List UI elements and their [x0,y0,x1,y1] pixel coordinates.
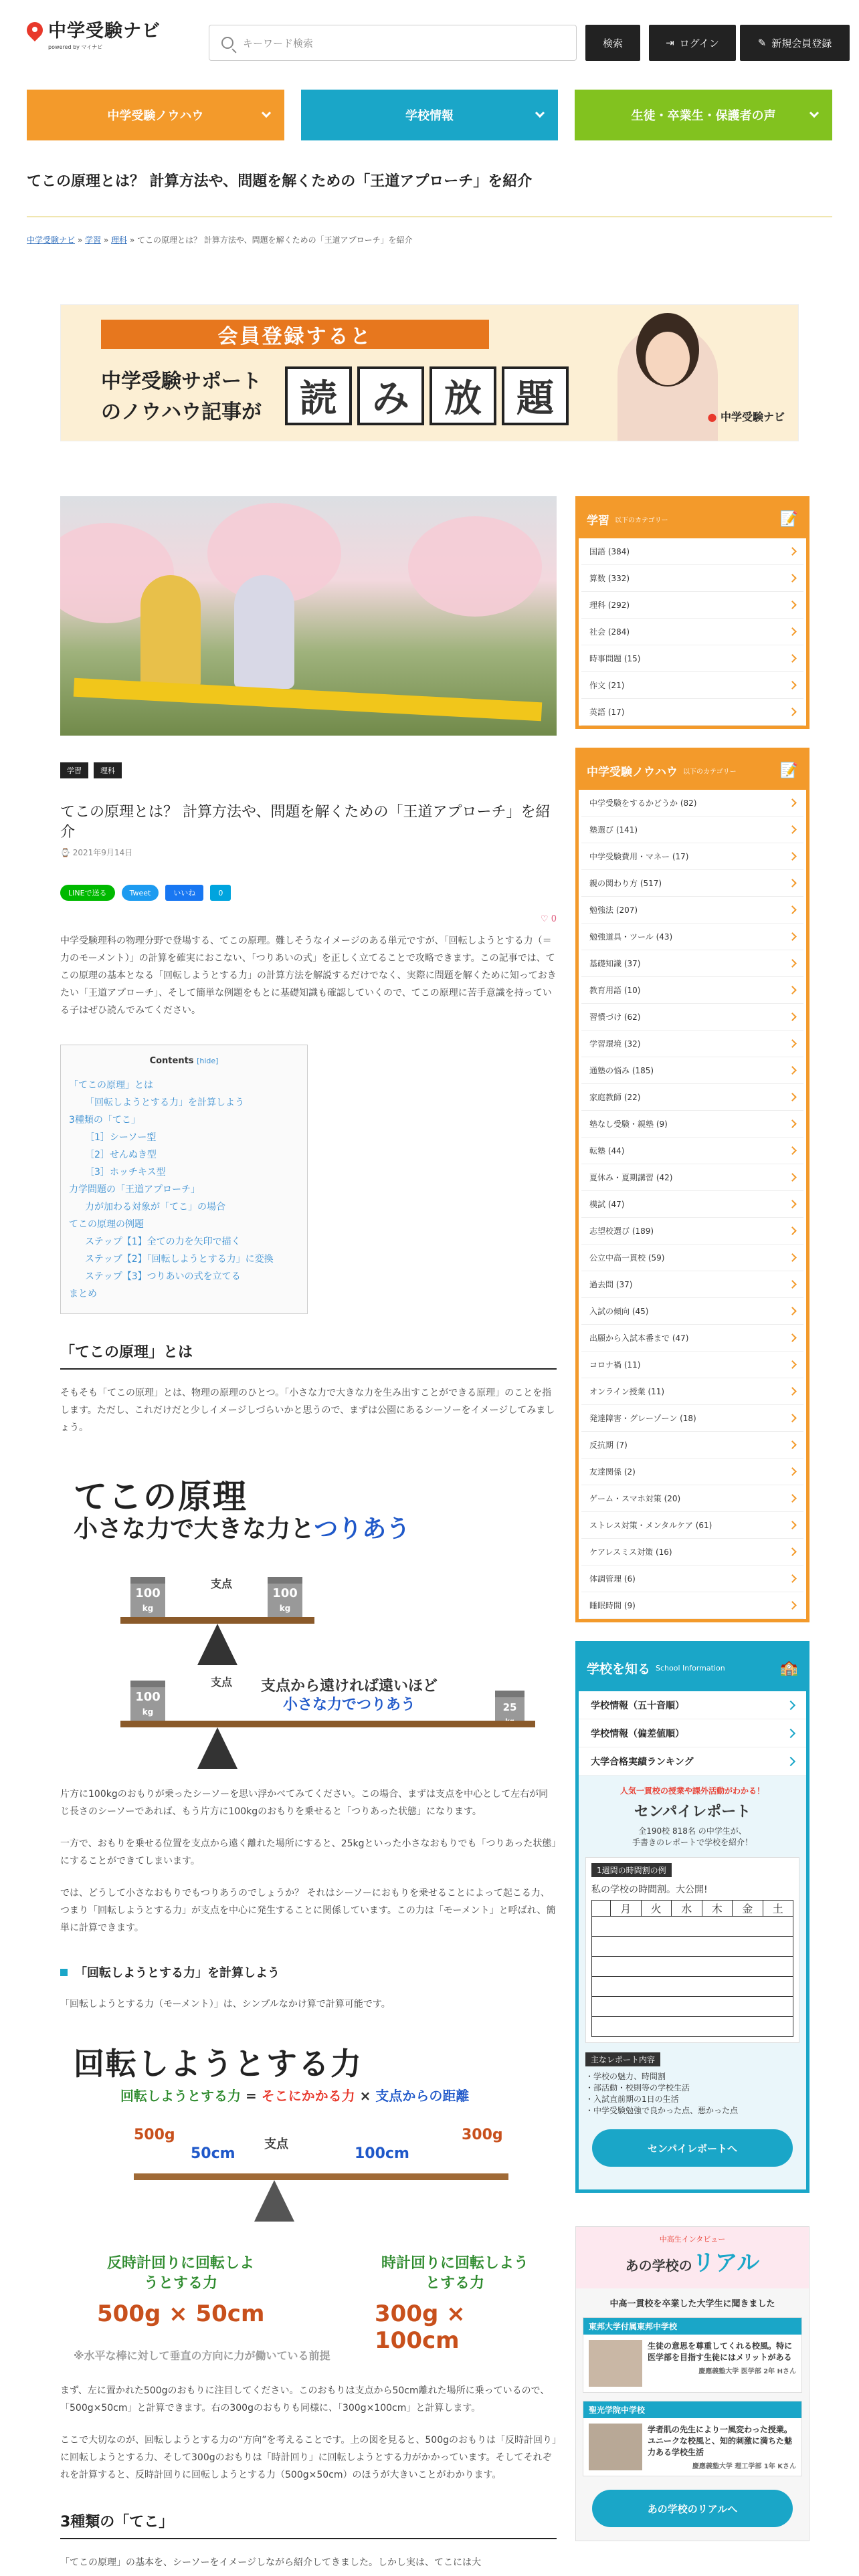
banner-brand: ● 中学受験ナビ [707,411,785,423]
toc-item[interactable]: 力学問題の「王道アプローチ」 [69,1184,200,1195]
paragraph: 一方で、おもりを乗せる位置を支点から遠く離れた場所にすると、25kgといった小さなおもりでも「つりあった状態」にすることができてしまいます。 [60,1838,557,1866]
intro-text: 中学受験理科の物理分野で登場する、てこの原理。難しそうなイメージのある単元ですが、「回転しようとする力（＝力のモーメント）」の計算を確実におこない、「つりあいの式」を正しく立てることで攻略できます。この記事では、てこの原理の基本となる「回転しようとする力」の計算方法を解説するだけでなく、実際に問題を解くために知っておきたい「王道アプローチ」、そして簡単な例題をもとに基礎知識も確認していくので、てこの原理に苦手意識を持っている子はぜひ読んでみてください。 [60,936,557,1016]
chevron-down-icon [262,108,271,118]
chevron-down-icon [809,108,819,118]
login-button[interactable]: ⇥ ログイン [649,25,736,61]
toc-item[interactable]: ステップ【3】つりあいの式を立てる [85,1271,241,1282]
moment-figure: 回転しようとする力 回転しようとする力 = そこにかかる力 × 支点からの距離 500g 50cm 支点 100cm 300g 反時計回りに回転しようとする力 時計回りに回転しようとする力 500g × 50cm 300g × 100cm ※水平な棒に対して垂直の方向に力が働いている前提 [60,2033,557,2367]
category-link[interactable]: 過去問 (37) [581,1271,803,1298]
table-of-contents [60,1045,308,1314]
toc-item[interactable]: ［1］シーソー型 [85,1132,157,1143]
category-link[interactable]: 通塾の悩み (185) [581,1057,803,1084]
map-pin-icon [27,22,43,45]
favorite-count[interactable]: ♡ 0 [540,914,557,924]
notebook-icon: 📝 [779,762,798,779]
nav-knowhow[interactable]: 中学受験ノウハウ [27,90,284,140]
school-link-ranking[interactable]: 大学合格実績ランキング [579,1747,806,1776]
paragraph: 片方に100kgのおもりが乗ったシーソーを思い浮かべてみてください。この場合、まずは支点を中心として左右が同じ長さのシーソーであれば、もう片方に100kgのおもりを乗せると「つりあった状態」になります。 [60,1789,549,1817]
toc-item[interactable]: 「回転しようとする力」を計算しよう [85,1097,244,1108]
tag-science[interactable]: 理科 [94,762,122,778]
category-link[interactable]: 教育用語 (10) [581,977,803,1004]
breadcrumb-science[interactable]: 理科 [111,235,128,245]
banner-lines: 中学受験サポート のノウハウ記事が [101,370,262,424]
toc-item[interactable]: ［2］せんぬき型 [85,1150,157,1160]
paragraph: 「回転しようとする力（モーメント）」は、シンプルなかけ算で計算可能です。 [60,1999,391,2010]
lever-figure: てこの原理 小さな力で大きな力とつりあう 支点 100 kg 100 kg 支点 100 kg 25 支点から遠ければ遠いほど 小さな力でつりあう [60,1457,557,1778]
category-link[interactable]: 理科 (292) [581,592,803,619]
breadcrumb: 中学受験ナビ » 学習 » 理科 » てこの原理とは？ 計算方法や、問題を解くための「王道アプローチ」を紹介 [27,235,413,245]
senpai-report-button[interactable]: センパイレポートへ [592,2129,793,2167]
login-icon: ⇥ [666,37,674,49]
school-link-alpha[interactable]: 学校情報（五十音順） [579,1691,806,1719]
category-link[interactable]: 中学受験費用・マネー (17) [581,843,803,870]
paragraph: 「てこの原理」の基本を、シーソーをイメージしながら紹介してきました。しかし実は、てこには大 [60,2557,482,2568]
tag-study[interactable]: 学習 [60,762,88,778]
share-buttons [60,885,557,901]
logo-title: 中学受験ナビ [48,21,161,41]
category-link[interactable]: オンライン授業 (11) [581,1378,803,1405]
toc-item[interactable]: まとめ [69,1289,97,1299]
logo-sub: powered by マイナビ [48,44,103,50]
student-photo [589,2340,642,2387]
category-link[interactable]: 友達関係 (2) [581,1459,803,1485]
toc-item[interactable]: 「てこの原理」とは [69,1080,153,1091]
heading-three-types: 3種類の「てこ」 [60,2510,557,2539]
global-nav [0,90,859,140]
hatena-button[interactable]: 0 [210,885,231,901]
heart-icon: ♡ [540,914,549,924]
school-info-box: 学校を知る School Information 🏫 学校情報（五十音順） 学校情報（偏差値順） 大学合格実績ランキング 人気一貫校の授業や課外活動がわかる！ センパイレポート 全190校 818名 の中学生が、 手書きのレポートで学校を紹介！ 1週間の時間割の例 私の学校の時間割。大公開! 月 火 水 木 金 土 主なレポート内容 ・学校の魅力、時間割 ・部活動・校則等の学校生活 ・入試直前期の1日の生活 ・中学受験勉強で良かった点、悪かった点 センパイレポートへ [575,1641,809,2193]
search-button[interactable]: 検索 [585,25,640,61]
category-link[interactable]: 社会 (284) [581,619,803,645]
study-category-box: 学習 以下のカテゴリー 📝 国語 (384) 算数 (332) 理科 (292) 社会 (284) 時事問題 (15) 作文 (21) 英語 (17) [575,496,809,729]
category-link[interactable]: 英語 (17) [581,699,803,726]
banner-pill: 会員登録すると [101,320,489,349]
category-link[interactable]: 睡眠時間 (9) [581,1592,803,1619]
timetable-sample: 1週間の時間割の例 私の学校の時間割。大公開! 月 火 水 木 金 土 [585,1857,799,2043]
category-link[interactable]: コロナ禍 (11) [581,1352,803,1378]
site-header [0,0,859,67]
senpai-report-title: センパイレポート [634,1804,751,1820]
register-button[interactable]: ✎ 新規会員登録 [740,25,850,61]
search-icon [221,37,233,49]
category-link[interactable]: 塾選び (141) [581,817,803,843]
category-link[interactable]: ケアレスミス対策 (16) [581,1539,803,1566]
category-link[interactable]: 時事問題 (15) [581,645,803,672]
real-interview-box: 中高生インタビュー あの学校のリアル 中高一貫校を卒業した大学生に聞きました 東邦大学付属東邦中学校 生徒の意思を尊重してくれる校風。特に医学部を目指す生徒にはメリットがある 慶應義塾大学 医学部 2年 Hさん 聖光学院中学校 学者肌の先生により一風変わった授業。ユニークな校風と、知的刺激に満ちた魅力ある学校生活 慶應義塾大学 理工学部 1年 Kさん あの学校のリアルへ [575,2226,809,2541]
paragraph: では、どうして小さなおもりでもつりあうのでしょうか？ それはシーソーにおもりを乗せることによって起こる力、つまり「回転しようとする力」が支点を中心に発生することに関係しています。この力は「モーメント」と呼ばれ、簡単に計算できます。 [60,1888,556,1933]
nav-voices[interactable]: 生徒・卒業生・保護者の声 [575,90,832,140]
category-link[interactable]: 塾なし受験・親塾 (9) [581,1111,803,1138]
category-link[interactable]: ゲーム・スマホ対策 (20) [581,1485,803,1512]
like-button[interactable]: いいね [165,885,203,901]
category-link[interactable]: 夏休み・夏期講習 (42) [581,1164,803,1191]
toc-item[interactable]: 3種類の「てこ」 [69,1115,140,1125]
chevron-down-icon [535,108,545,118]
knowhow-category-box: 中学受験ノウハウ 以下のカテゴリー 📝 中学受験をするかどうか (82) 塾選び (141) 中学受験費用・マネー (17) 親の関わり方 (517) 勉強法 (207) 勉強道具・ツール (43) 基礎知識 (37) 教育用語 (10) 習慣づけ (62) 学習環境 (32) 通塾の悩み (185) 家庭教師 (22) 塾なし受験・親塾 (9) 転塾 (44) 夏休み・夏期講習 (42) 模試 (47) 志望校選び (189) 公立中高一貫校 (59) 過去問 (37) 入試の傾向 (45) 出願から入試本番まで (47) コロナ禍 (11) オンライン授業 (11) 発達障害・グレーゾーン (18) 反抗期 (7) 友達関係 (2) ゲーム・スマホ対策 (20) ストレス対策・メンタルケア (61) ケアレスミス対策 (16) 体調管理 (6) 睡眠時間 (9) [575,748,809,1622]
school-link-deviation[interactable]: 学校情報（偏差値順） [579,1719,806,1747]
category-link[interactable]: 家庭教師 (22) [581,1084,803,1111]
search-input[interactable]: キーワード検索 [209,25,577,61]
toc-title: Contents [149,1056,194,1066]
toc-item[interactable]: ステップ【1】全ての力を矢印で描く [85,1237,241,1247]
nav-schools[interactable]: 学校情報 [301,90,559,140]
category-link[interactable]: 転塾 (44) [581,1138,803,1164]
article [60,496,557,2571]
category-link[interactable]: ストレス対策・メンタルケア (61) [581,1512,803,1539]
category-link[interactable]: 体調管理 (6) [581,1566,803,1592]
category-link[interactable]: 習慣づけ (62) [581,1004,803,1031]
toc-item[interactable]: 力が加わる対象が「てこ」の場合 [85,1202,225,1212]
sidebar [575,496,809,2571]
school-building-icon: 🏫 [779,1659,798,1677]
category-link[interactable]: 中学受験をするかどうか (82) [581,790,803,817]
member-banner[interactable] [60,304,799,441]
article-title: てこの原理とは？ 計算方法や、問題を解くための「王道アプローチ」を紹介 [60,804,551,841]
paragraph: ここで大切なのが、回転しようとする力の“方向”を考えることです。上の図を見ると、500gのおもりは「反時計回り」に回転しようとする力、そして300gのおもりは「時計回り」に回転しようとする力がかかっています。そしてそれぞれを計算すると、反時計回りに回転しようとする力（500g×50cm）のほうが大きいことがわかります。 [60,2435,557,2480]
article-date: ⌚ 2021年9月14日 [60,848,133,857]
category-link[interactable]: 作文 (21) [581,672,803,699]
heading-lever: 「てこの原理」とは [60,1341,557,1370]
site-logo[interactable] [27,16,207,51]
category-link[interactable]: 反抗期 (7) [581,1432,803,1459]
category-link[interactable]: 発達障害・グレーゾーン (18) [581,1405,803,1432]
banner-big-text: 読 み 放 題 [285,366,569,425]
interview-card[interactable]: 東邦大学付属東邦中学校 生徒の意思を尊重してくれる校風。特に医学部を目指す生徒にはメリットがある 慶應義塾大学 医学部 2年 Hさん [583,2317,802,2393]
article-tags [60,762,557,778]
hero-image [60,496,557,736]
toc-hide-link[interactable]: [hide] [197,1057,219,1065]
breadcrumb-home[interactable]: 中学受験ナビ [27,235,76,245]
page-title: てこの原理とは？ 計算方法や、問題を解くための「王道アプローチ」を紹介 [27,173,533,190]
category-link[interactable]: 勉強道具・ツール (43) [581,924,803,950]
toc-item[interactable]: ［3］ホッチキス型 [85,1167,166,1178]
heading-moment: 「回転しようとする力」を計算しよう [60,1963,557,1981]
paragraph: まず、左に置かれた500gのおもりに注目してください。このおもりは支点から50cm離れた場所に乗っているので、「500g×50cm」と計算できます。右の300gのおもりも同様に、「300g×100cm」と計算します。 [60,2385,550,2413]
edit-icon: ✎ [757,37,767,49]
banner-girl-photo [617,325,718,441]
category-link[interactable]: 算数 (332) [581,565,803,592]
category-link[interactable]: 志望校選び (189) [581,1218,803,1245]
category-link[interactable]: 親の関わり方 (517) [581,870,803,897]
interview-card[interactable]: 聖光学院中学校 学者肌の先生により一風変わった授業。ユニークな校風と、知的刺激に満ちた魅力ある学校生活 慶應義塾大学 理工学部 1年 Kさん [583,2401,802,2476]
category-link[interactable]: 国語 (384) [581,538,803,565]
category-link[interactable]: 公立中高一貫校 (59) [581,1245,803,1271]
category-link[interactable]: 学習環境 (32) [581,1031,803,1057]
category-link[interactable]: 勉強法 (207) [581,897,803,924]
category-link[interactable]: 基礎知識 (37) [581,950,803,977]
category-link[interactable]: 出願から入試本番まで (47) [581,1325,803,1352]
real-interview-button[interactable]: あの学校のリアルへ [592,2490,793,2527]
toc-item[interactable]: ステップ【2】「回転しようとする力」に変換 [85,1254,274,1265]
category-link[interactable]: 入試の傾向 (45) [581,1298,803,1325]
toc-item[interactable]: てこの原理の例題 [69,1219,144,1230]
line-share-button[interactable]: LINEで送る [60,885,115,901]
tweet-button[interactable]: Tweet [122,885,159,901]
paragraph: そもそも「てこの原理」とは、物理の原理のひとつ。「小さな力で大きな力を生み出すことができる原理」のことを指します。ただし、これだけだと少しイメージしづらいかと思うので、まずは公園にあるシーソーをイメージしてみましょう。 [60,1388,555,1433]
map-pin-icon: ● [707,411,717,423]
notebook-icon: 📝 [779,510,798,528]
breadcrumb-study[interactable]: 学習 [85,235,102,245]
category-link[interactable]: 模試 (47) [581,1191,803,1218]
student-photo [589,2424,642,2470]
